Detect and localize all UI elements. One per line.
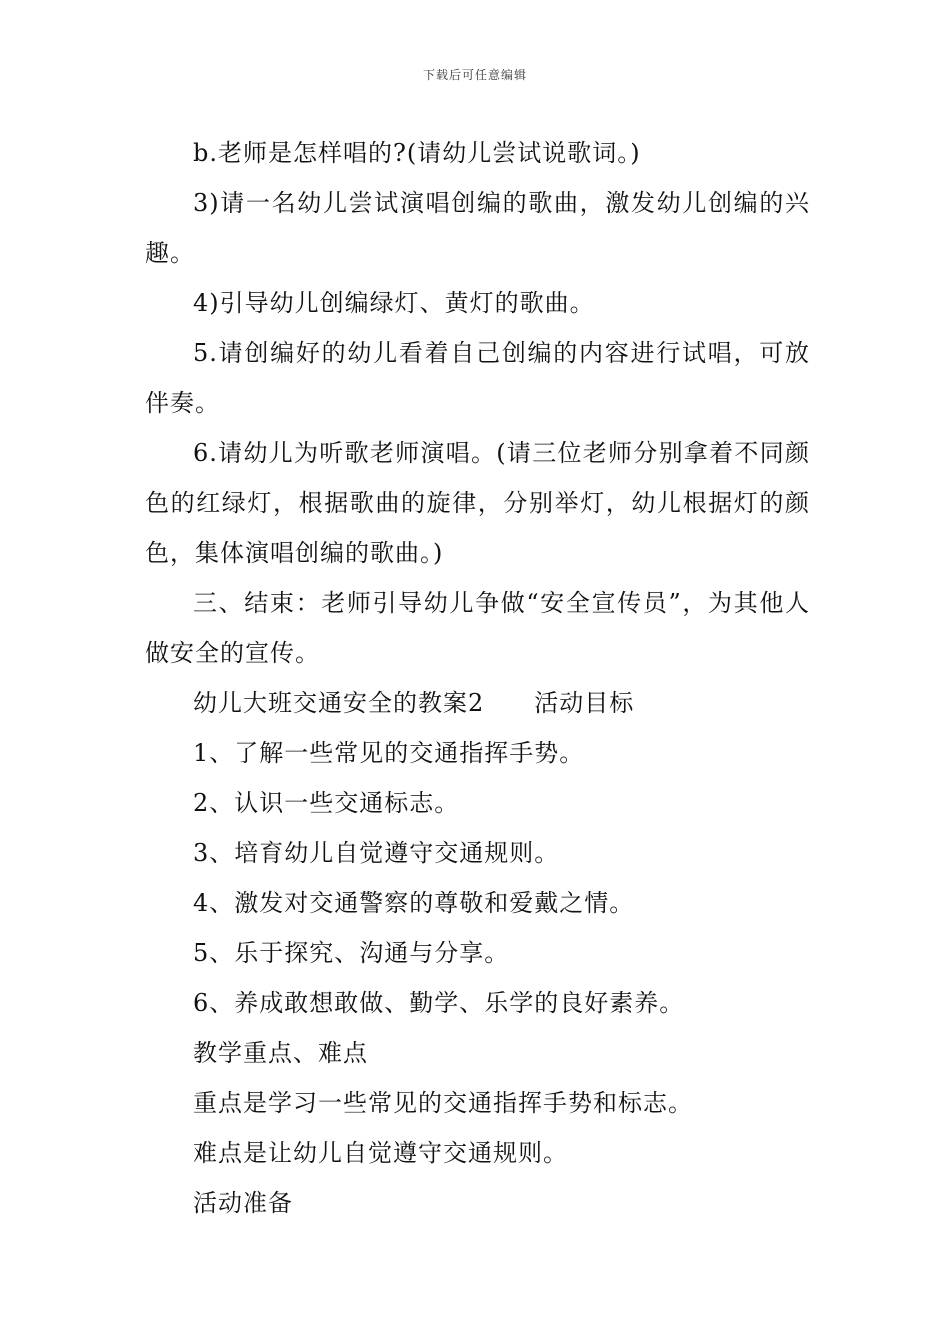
section-heading: 活动准备 [193,1189,293,1217]
list-item: 5、乐于探究、沟通与分享。 [193,939,510,967]
paragraph: 4)引导幼儿创编绿灯、黄灯的歌曲。 [193,289,595,317]
paragraph: b.老师是怎样唱的?(请幼儿尝试说歌词。) [193,139,641,167]
paragraph: 6.请幼儿为听歌老师演唱。(请三位老师分别拿着不同颜色的红绿灯，根据歌曲的旋律，分别举灯，幼儿根据灯的颜色，集体演唱创编的歌曲。) [145,439,810,567]
list-item: 6、养成敢想敢做、勤学、乐学的良好素养。 [193,989,685,1017]
list-item: 3、培育幼儿自觉遵守交通规则。 [193,839,560,867]
paragraph: 三、结束：老师引导幼儿争做“安全宣传员”，为其他人做安全的宣传。 [145,589,810,667]
list-item: 4、激发对交通警察的尊敬和爱戴之情。 [193,889,635,917]
page-header: 下载后可任意编辑 [422,68,527,82]
list-item: 1、了解一些常见的交通指挥手势。 [193,739,585,767]
section-heading: 教学重点、难点 [193,1039,368,1067]
section-heading: 幼儿大班交通安全的教案2 活动目标 [193,689,635,717]
list-item: 2、认识一些交通标志。 [193,789,460,817]
paragraph: 5.请创编好的幼儿看着自己创编的内容进行试唱，可放伴奏。 [145,339,810,417]
document-body [145,128,810,1228]
paragraph: 难点是让幼儿自觉遵守交通规则。 [193,1139,568,1167]
paragraph: 重点是学习一些常见的交通指挥手势和标志。 [193,1089,693,1117]
paragraph: 3)请一名幼儿尝试演唱创编的歌曲，激发幼儿创编的兴趣。 [145,189,810,267]
